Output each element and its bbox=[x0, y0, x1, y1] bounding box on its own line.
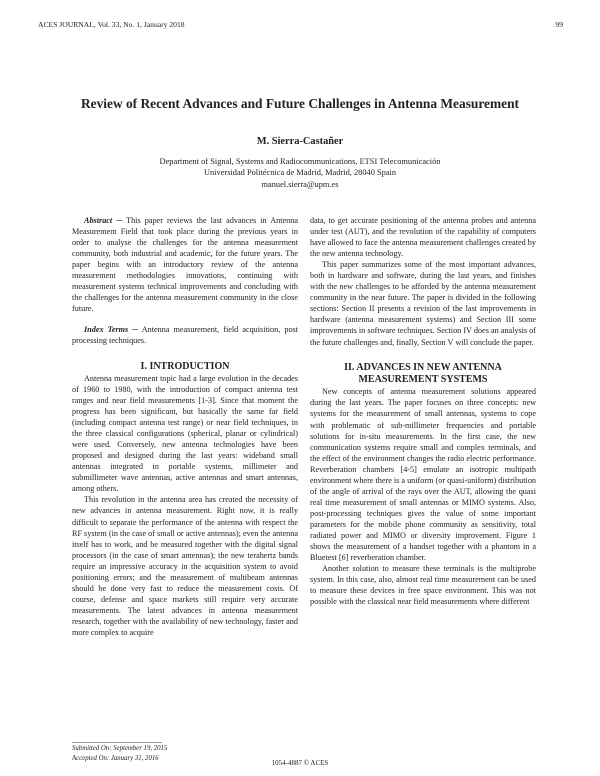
index-terms bbox=[72, 324, 298, 346]
issn-copyright: 1054-4887 © ACES bbox=[271, 759, 329, 767]
abstract-text: This paper reviews the last advances in Antenna Measurement Field that took place during the previous years in order to analyse the challenges for the antenna measurement community, both industrial and academic, for the future years. The paper begins with an introductory review of the antenna measurement methodologies innovations, continuing with measurement systems technical improvements and concluding with the challenges for the antenna measurement community in the close future. bbox=[72, 216, 298, 314]
page-number: 99 bbox=[555, 20, 563, 29]
intro-paragraph-2: This revolution in the antenna area has created the necessity of new advances in antenna measurement. Right now, it is really difficult to separate the performance of the antenna with respect the RF system (in the case of small or active antennas); even the antenna itself has to work, and be measured together with the digital signal processors (in the case of smart antennas); the new terahertz bands require an impressive accuracy in the acquisition system to avoid positioning errors; and the measurement of multibeam antennas should be done very fast to reduce the measurement costs. Of course, defense and space markets still require very accurate measurements. The latest advances in antenna measurement research, together with the availability of new technology, faster and more complex to acquire bbox=[72, 495, 298, 637]
journal-header: ACES JOURNAL, Vol. 33, No. 1, January 2018 bbox=[38, 20, 185, 29]
author-email[interactable]: manuel.sierra@upm.es bbox=[261, 179, 339, 189]
index-terms-text: Antenna measurement, field acquisition, post processing techniques. bbox=[72, 325, 299, 346]
abstract-label: Abstract bbox=[84, 216, 113, 225]
affiliation-block bbox=[0, 156, 600, 190]
section2-paragraph-2: Another solution to measure these terminals is the multiprobe system. In this case, also, almost real time measurement can be used to measure these devices in free space environment. This was not possible with the classical near field measurements where different bbox=[310, 564, 536, 607]
intro-paragraph-1: Antenna measurement topic had a large evolution in the decades of 1960 to 1980, with the introduction of compact antenna test ranges and near field measurements [1-3]. Since that moment the progress has been significant, but basically the same far field (including compact antenna test range) or near field techniques, in the three classical configurations (spherical, planar or cylindrical) were used. Conversely, new antenna technologies have been proposed and designed during the last years: wideband small antennas integrated in portable systems, millimeter and submillimeter wave antennas, active antennas and smart antennas, among others. bbox=[72, 373, 298, 494]
author-name: M. Sierra-Castañer bbox=[256, 136, 344, 147]
section-heading-advances bbox=[310, 362, 536, 387]
paper-title: Review of Recent Advances and Future Challenges in Antenna Measurement bbox=[80, 96, 520, 111]
index-terms-dash: ─ bbox=[128, 325, 142, 335]
section-heading-advances-line2: MEASUREMENT SYSTEMS bbox=[358, 373, 488, 385]
abstract bbox=[72, 215, 298, 314]
section2-paragraph-1: New concepts of antenna measurement solutions appeared during the last years. The paper focuses on three concepts: new systems for the measurement of small antennas, systems to cope with problematic of sub-millimeter frequencies and portable solutions for in-situ measurements. In the first case, the new communication systems require small and complex terminals, and the effect of the environment changes the radio electric performance. Reverberation chambers [4-5] emulate an isotropic multipath environment where there is a uniform (or quasi-uniform) distribution of the angle of arrival of the rays over the AUT, allowing the quasi real time measurement of small antennas or MIMO systems. Also, post-processing techniques gives the value of some important parameters for the mobile phone community as sensitivity, total radiated power and MIMO or diversity improvement. Figure 1 shows the measurement of a handset together with a phantom in a Bluetest [6] reverberation chamber. bbox=[310, 387, 537, 563]
abstract-dash: ─ bbox=[112, 216, 127, 225]
right-column bbox=[310, 215, 536, 607]
section-heading-advances-line1: II. ADVANCES IN NEW ANTENNA bbox=[344, 361, 502, 373]
left-column bbox=[72, 215, 298, 638]
index-terms-label: Index Terms bbox=[84, 325, 129, 335]
abstract-continued: data, to get accurate positioning of the antenna probes and antenna under test (AUT), and the revolution of the capability of computers have allowed to face the antenna measurement challenges created by the new antenna technology. bbox=[310, 216, 536, 259]
footnote-rule bbox=[72, 742, 162, 743]
affiliation-university: Universidad Politécnica de Madrid, Madrid, 28040 Spain bbox=[203, 168, 397, 178]
intro-paragraph-3: This paper summarizes some of the most important advances, both in hardware and software, during the last years, and finishes with the new challenges to be afforded by the antenna measurement community in the near future. The paper is divided in the following sections: Section II presents a revision of the last improvements in hardware (antenna measurement systems) and Section III some improvements in software techniques. Section IV does an analysis of the future challenges and, finally, Section V will conclude the paper. bbox=[310, 260, 536, 347]
section-heading-introduction: I. INTRODUCTION bbox=[140, 360, 230, 372]
affiliation-department: Department of Signal, Systems and Radiocommunications, ETSI Telecomunicación bbox=[159, 157, 441, 166]
submitted-date: Submitted On: September 19, 2015 bbox=[72, 745, 168, 752]
accepted-date: Accepted On: January 31, 2016 bbox=[72, 755, 159, 762]
